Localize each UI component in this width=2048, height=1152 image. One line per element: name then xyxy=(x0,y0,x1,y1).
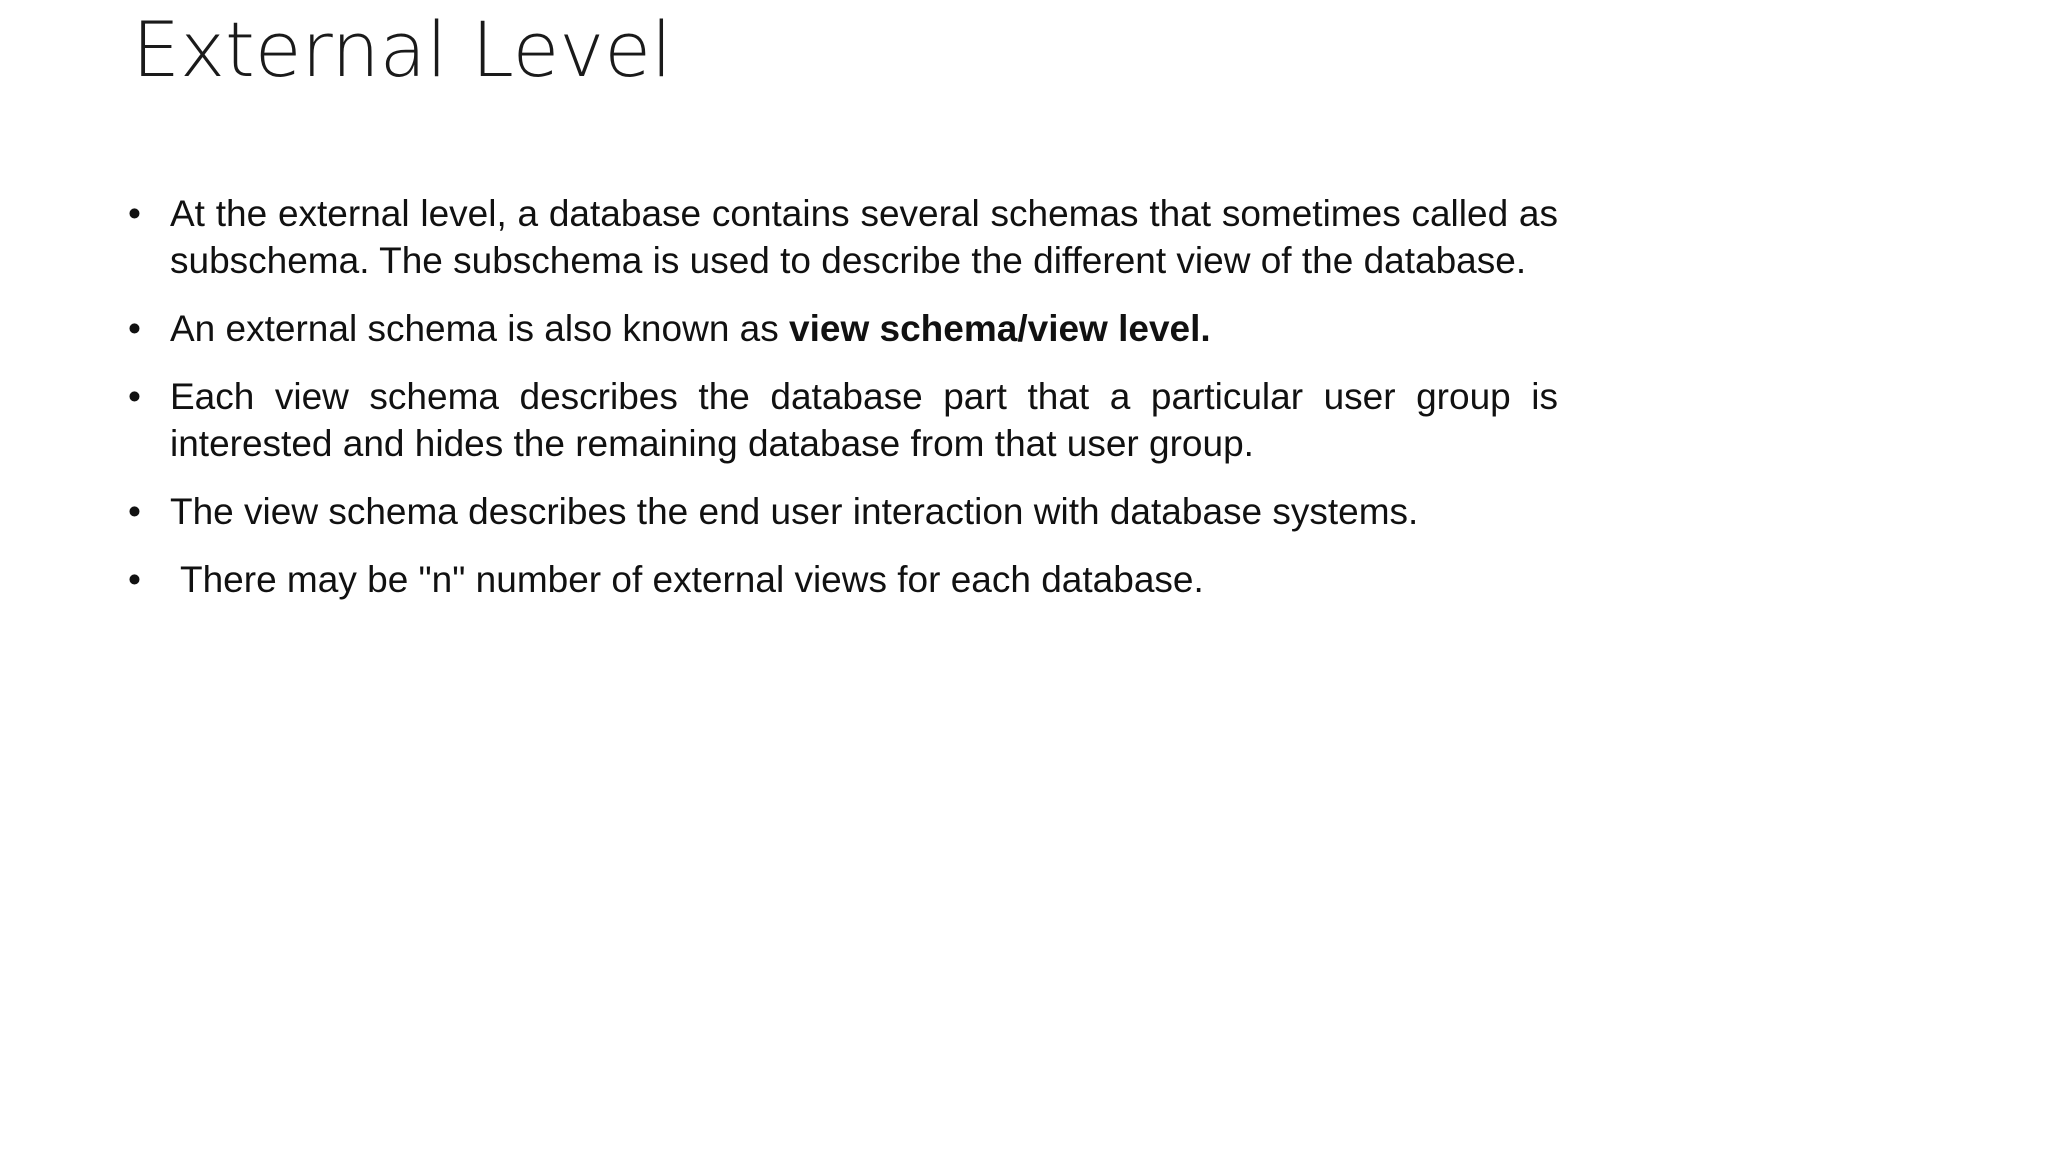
bullet-dot-icon: • xyxy=(128,308,141,349)
slide-title: External Level xyxy=(132,5,673,94)
bullet-bold-text: view schema/view level. xyxy=(789,308,1211,349)
bullet-text: There may be "n" number of external views for each database. xyxy=(180,559,1204,600)
bullet-item-5 xyxy=(128,556,1558,603)
bullet-item-2 xyxy=(128,305,1558,352)
bullet-text: The view schema describes the end user interaction with database systems. xyxy=(170,491,1419,532)
bullet-dot-icon: • xyxy=(128,193,141,234)
bullet-item-3 xyxy=(128,373,1558,467)
bullet-list xyxy=(128,190,1558,624)
bullet-text: An external schema is also known as xyxy=(170,308,790,349)
bullet-item-1 xyxy=(128,190,1558,284)
bullet-dot-icon: • xyxy=(128,559,141,600)
bullet-item-4 xyxy=(128,488,1558,535)
bullet-dot-icon: • xyxy=(128,376,141,417)
bullet-text: At the external level, a database contains several schemas that sometimes called as subschema. The subschema is used to describe the different view of the database. xyxy=(170,193,1558,281)
bullet-dot-icon: • xyxy=(128,491,141,532)
bullet-text: Each view schema describes the database part that a particular user group is interested and hides the remaining database from that user group. xyxy=(170,376,1558,464)
